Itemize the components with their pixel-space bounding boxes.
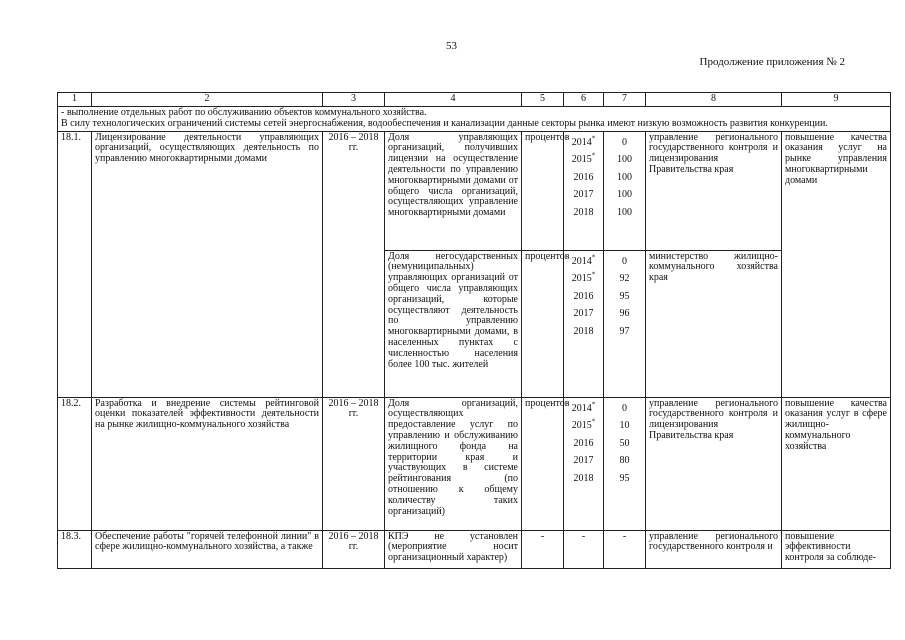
row-number: 18.2. [58,397,92,530]
unit: процентов [522,131,564,250]
year: 2015* [571,270,596,285]
measure-text: Обеспечение работы "горячей телефонной линии" в сфере жилищно-коммунального хозяйства, а также [92,530,323,568]
column-number: 5 [522,93,564,107]
year: 2018 [573,325,594,337]
values-cell [604,131,646,250]
period: 2016 – 2018 гг. [323,530,385,568]
period: 2016 – 2018 гг. [323,131,385,397]
value: 100 [617,154,632,166]
responsible: управление регионального государственного контроля и лицензирования Правительства края [646,131,782,250]
page-number: 53 [446,40,457,52]
responsible: управление регионального государственного контроля и [646,530,782,568]
column-number: 6 [564,93,604,107]
year: 2017 [573,308,594,320]
appendix-label: Продолжение приложения № 2 [699,56,845,68]
value: 10 [619,420,630,432]
values-cell [604,397,646,530]
year: 2016 [573,437,594,449]
value: 80 [619,455,630,467]
expected-result: повышение качества оказания услуг в сфере жилищно-коммунального хозяйства [782,397,891,530]
values-cell [604,250,646,397]
indicator-name: Доля негосударственных (немуниципальных) управляющих организаций от общего числа управляющих организаций, которые осуществляют деятельность по управлению многоквартирными домами, в населенных пунктах с численностью населения более 100 тыс. жителей [385,250,522,397]
value: 0 [622,136,627,148]
year: 2014* [571,400,596,414]
row-number: 18.3. [58,530,92,568]
note-line-1: - выполнение отдельных работ по обслуживанию объектов коммунального хозяйства. [61,107,427,118]
row-number: 18.1. [58,131,92,397]
year: 2016 [573,171,594,183]
value: 0 [622,402,627,414]
table-row [58,397,891,530]
dash: - [564,530,604,568]
indicator-name: КПЭ не установлен (мероприятие носит организационный характер) [385,530,522,568]
expected-result: повышение эффективности контроля за соблюде- [782,530,891,568]
dash: - [604,530,646,568]
indicator-name: Доля управляющих организаций, получивших лицензии на осуществление деятельности по управлению многоквартирными домами от общего числа организаций, осуществляющих управление многоквартирными домами [385,131,522,250]
indicator-name: Доля организаций, осуществляющих предоставление услуг по управлению и обслуживанию жилищного фонда на территории края и участвующих в системе рейтингования (по отношению к общему количеству таких организаций) [385,397,522,530]
value: 96 [619,308,630,320]
measure-text: Разработка и внедрение системы рейтинговой оценки показателей эффективности деятельности на рынке жилищно-коммунального хозяйства [92,397,323,530]
year: 2015* [571,417,596,432]
table-row [58,131,891,250]
column-number: 4 [385,93,522,107]
year: 2017 [573,189,594,201]
value: 95 [619,290,630,302]
value: 92 [619,273,630,285]
years-cell [564,397,604,530]
responsible: министерство жилищно-коммунального хозяйства края [646,250,782,397]
column-number: 7 [604,93,646,107]
value: 100 [617,189,632,201]
year: 2015* [571,151,596,166]
measure-text: Лицензирование деятельности управляющих организаций, осуществляющих деятельность по управлению многоквартирными домами [92,131,323,397]
value: 100 [617,206,632,218]
measures-table [57,92,891,569]
responsible: управление регионального государственного контроля и лицензирования Правительства края [646,397,782,530]
years-cell [564,131,604,250]
dash: - [522,530,564,568]
note-line-2: В силу технологических ограничений системы сетей энергоснабжения, водообеспечения и канализации данные секторы рынка имеют низкую возможность развития конкуренции. [61,117,828,129]
value: 100 [617,171,632,183]
year: 2014* [571,134,596,148]
year: 2014* [571,253,596,267]
unit: процентов [522,250,564,397]
value: 95 [619,472,630,484]
note-cell [58,107,891,132]
note-row [58,107,891,132]
year: 2016 [573,290,594,302]
column-number-row [58,93,891,107]
column-number: 9 [782,93,891,107]
value: 50 [619,437,630,449]
unit: процентов [522,397,564,530]
table-row [58,530,891,568]
column-number: 2 [92,93,323,107]
year: 2018 [573,472,594,484]
column-number: 8 [646,93,782,107]
year: 2018 [573,206,594,218]
expected-result: повышение качества оказания услуг на рынке управления многоквартирными домами [782,131,891,397]
column-number: 1 [58,93,92,107]
year: 2017 [573,455,594,467]
years-cell [564,250,604,397]
period: 2016 – 2018 гг. [323,397,385,530]
column-number: 3 [323,93,385,107]
value: 0 [622,255,627,267]
value: 97 [619,325,630,337]
